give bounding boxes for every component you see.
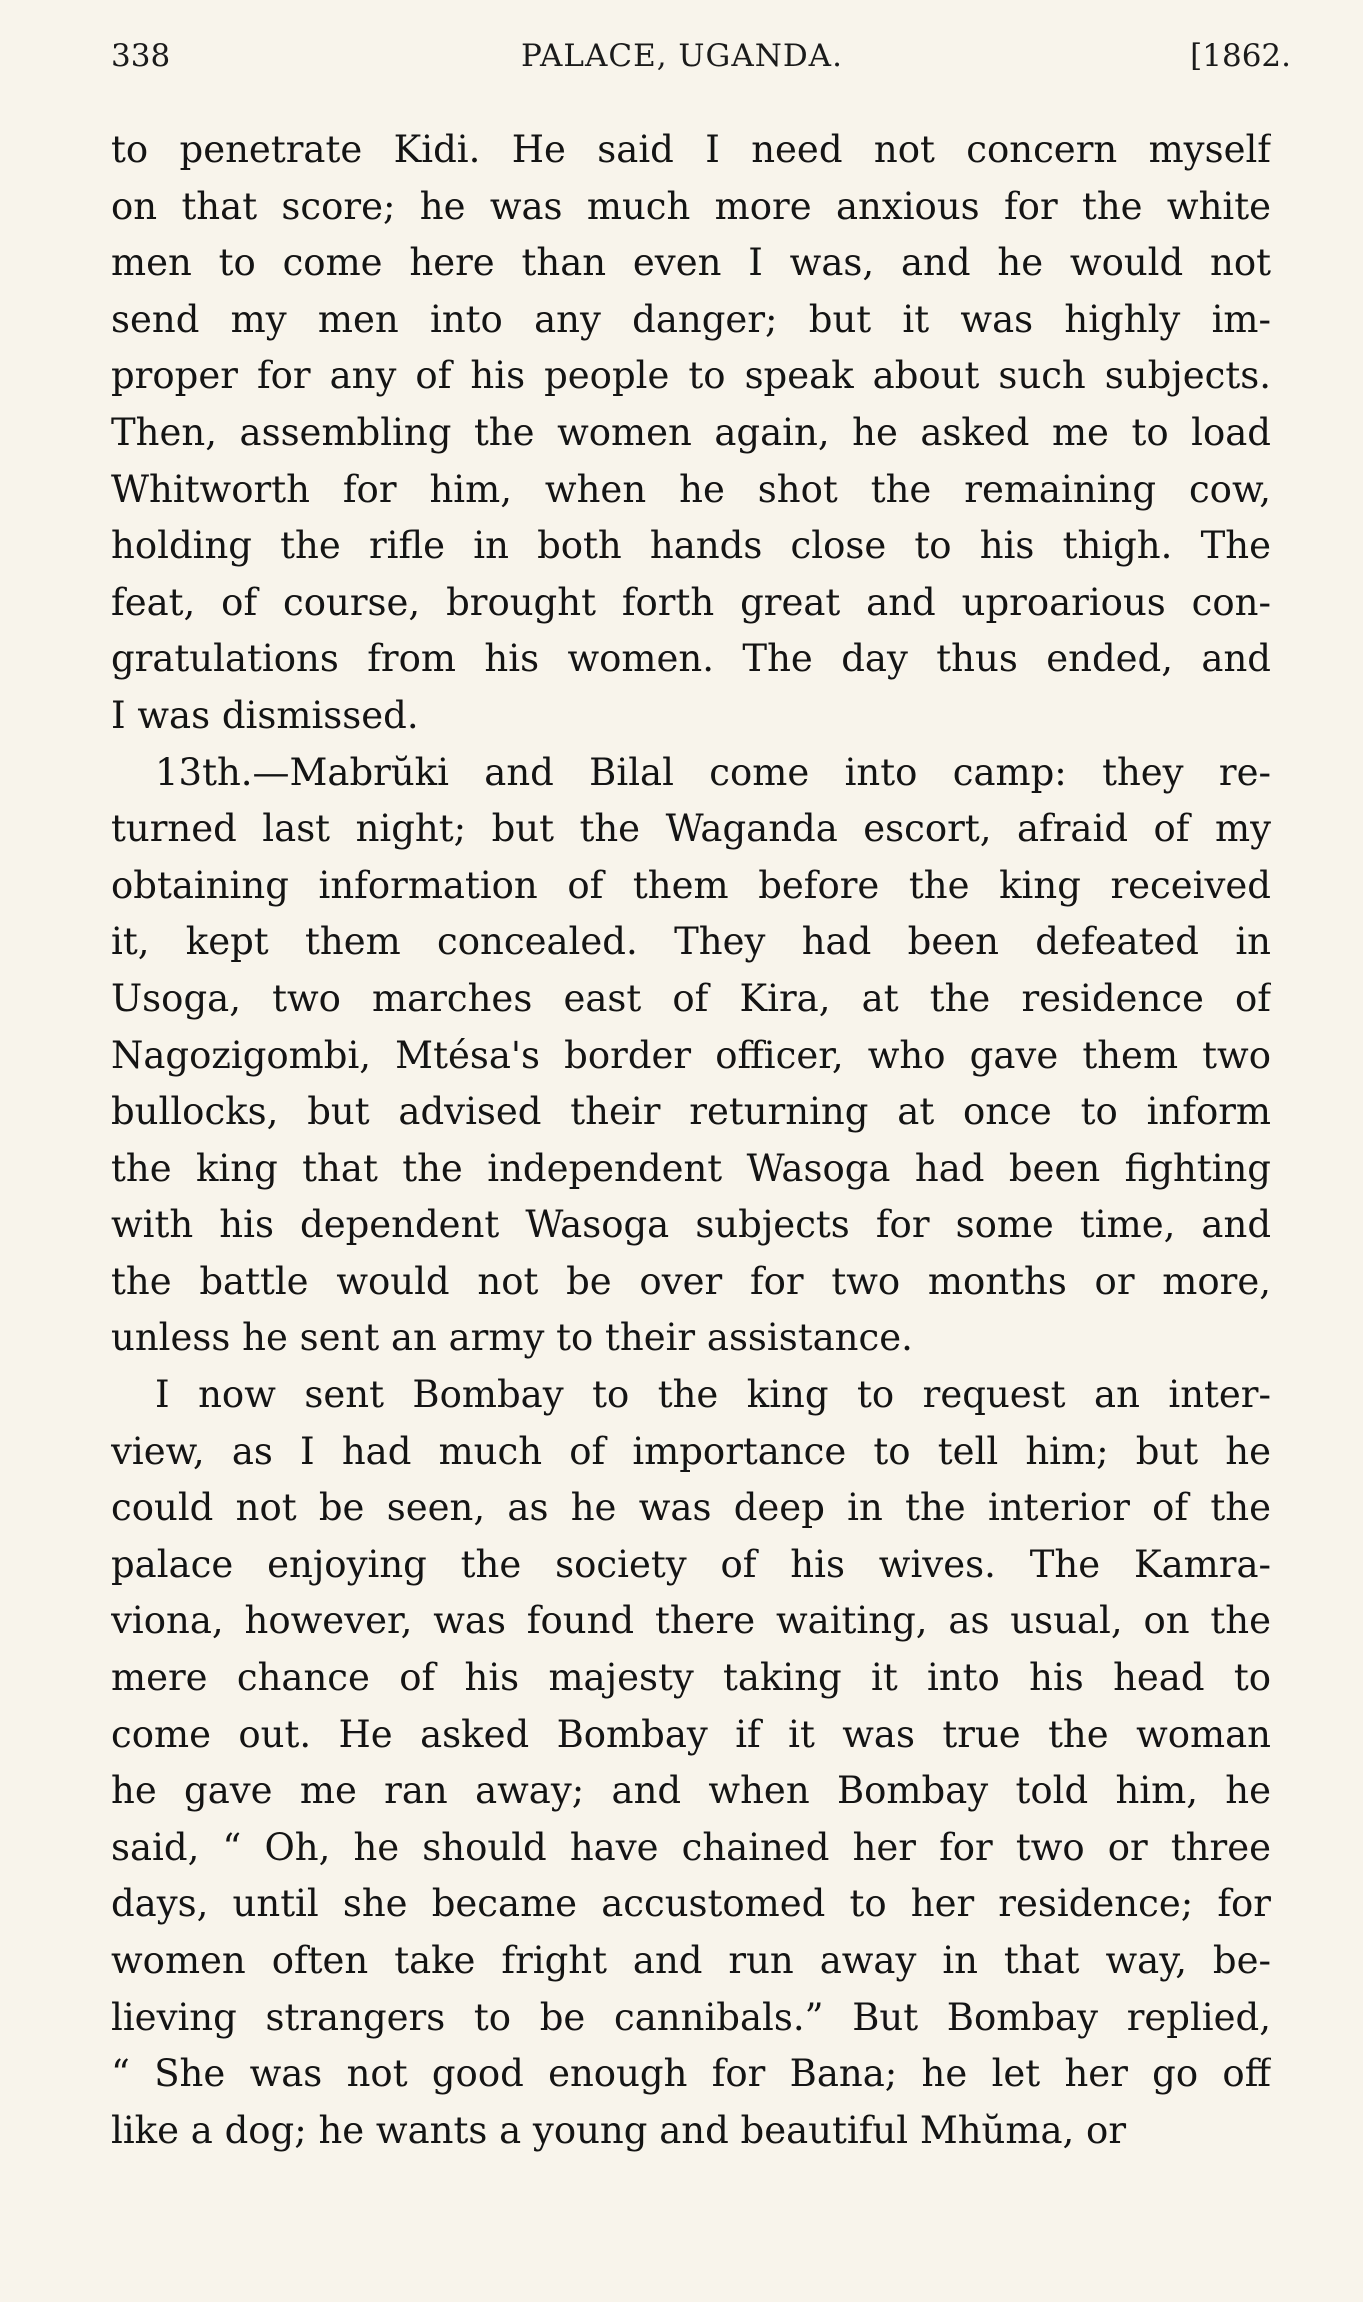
text-line: bullocks, but advised their returning at once to inform: [111, 1090, 1271, 1134]
paragraph: [111, 1367, 1271, 2159]
header-year: [1862.: [1190, 38, 1291, 74]
text-line: like a dog; he wants a young and beautiful Mhŭma, or: [111, 2108, 1127, 2152]
text-line: lieving strangers to be cannibals.” But Bombay replied,: [111, 1995, 1271, 2039]
text-line: with his dependent Wasoga subjects for some time, and: [111, 1203, 1271, 1247]
text-line: gratulations from his women. The day thus ended, and: [111, 637, 1271, 681]
text-line: mere chance of his majesty taking it into his head to: [111, 1656, 1271, 1700]
text-line: turned last night; but the Waganda escort, afraid of my: [111, 807, 1271, 851]
text-line: Usoga, two marches east of Kira, at the residence of: [111, 976, 1271, 1020]
text-line: palace enjoying the society of his wives. The Kamra-: [111, 1542, 1271, 1586]
text-line: men to come here than even I was, and he would not: [111, 241, 1271, 285]
text-line: unless he sent an army to their assistance.: [111, 1316, 913, 1360]
text-line: the battle would not be over for two months or more,: [111, 1259, 1271, 1303]
text-line: I was dismissed.: [111, 693, 419, 737]
paragraph: [111, 122, 1271, 745]
text-line: view, as I had much of importance to tell him; but he: [111, 1429, 1271, 1473]
text-line: “ She was not good enough for Bana; he let her go off: [111, 2052, 1271, 2096]
text-line: the king that the independent Wasoga had been fighting: [111, 1146, 1271, 1190]
text-line: send my men into any danger; but it was highly im-: [111, 297, 1271, 341]
text-line: holding the rifle in both hands close to his thigh. The: [111, 524, 1271, 568]
paragraph: [111, 745, 1271, 1368]
text-line: proper for any of his people to speak about such subjects.: [111, 354, 1271, 398]
text-line: to penetrate Kidi. He said I need not concern myself: [111, 128, 1271, 171]
text-line: could not be seen, as he was deep in the interior of the: [111, 1486, 1271, 1530]
text-line: said, “ Oh, he should have chained her for two or three: [111, 1825, 1271, 1869]
running-title: PALACE, UGANDA.: [521, 38, 843, 74]
page-number: 338: [111, 38, 171, 74]
text-line: Nagozigombi, Mtésa's border officer, who gave them two: [111, 1033, 1271, 1077]
text-line: feat, of course, brought forth great and uproarious con-: [111, 580, 1271, 624]
text-line: Then, assembling the women again, he asked me to load: [111, 410, 1271, 454]
text-line: on that score; he was much more anxious for the white: [111, 184, 1271, 228]
text-line: Whitworth for him, when he shot the remaining cow,: [111, 467, 1271, 511]
running-header: [111, 38, 1291, 88]
text-line: women often take fright and run away in that way, be-: [111, 1939, 1271, 1982]
text-line: days, until she became accustomed to her residence; for: [111, 1882, 1271, 1926]
text-line: 13th.—Mabrŭki and Bilal come into camp: they re-: [155, 750, 1271, 794]
text-line: viona, however, was found there waiting, as usual, on the: [111, 1599, 1271, 1643]
text-line: I now sent Bombay to the king to request an inter-: [155, 1373, 1271, 1417]
text-line: obtaining information of them before the king received: [111, 863, 1271, 907]
text-line: he gave me ran away; and when Bombay told him, he: [111, 1769, 1271, 1813]
text-line: come out. He asked Bombay if it was true the woman: [111, 1712, 1271, 1756]
text-line: it, kept them concealed. They had been defeated in: [111, 920, 1271, 964]
body-text: [111, 122, 1271, 2159]
